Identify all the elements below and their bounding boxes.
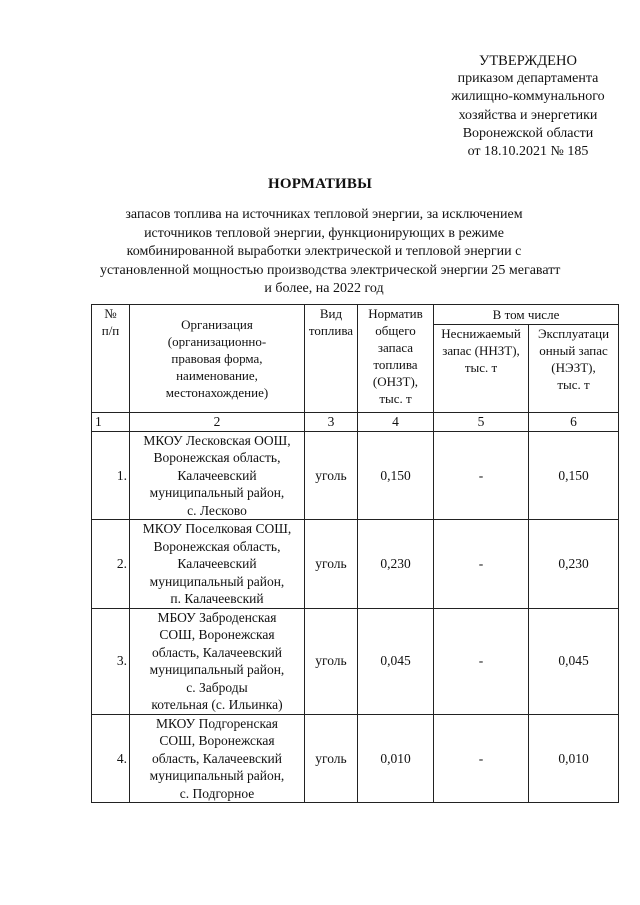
- approval-heading: УТВЕРЖДЕНО: [479, 53, 577, 69]
- column-number: 3: [305, 413, 358, 432]
- header-nezt: Эксплуатаци онный запас (НЭЗТ), тыс. т: [529, 325, 619, 413]
- subtitle-line: установленной мощностью производства электрической энергии 25 мегаватт: [100, 262, 561, 278]
- row-number: 2.: [92, 520, 130, 609]
- approval-line: жилищно-коммунального: [451, 89, 605, 105]
- row-nnzt: -: [434, 714, 529, 803]
- document-title: НОРМАТИВЫ: [267, 176, 373, 192]
- subtitle-line: комбинированной выработки электрической и тепловой энергии с: [126, 244, 522, 259]
- row-nnzt: -: [434, 431, 529, 520]
- header-nnzt: Неснижаемый запас (ННЗТ), тыс. т: [434, 325, 529, 413]
- subtitle-line: источников тепловой энергии, функционирующих в режиме: [144, 225, 504, 241]
- approval-stamp: [438, 52, 618, 161]
- row-norm-total: 0,150: [358, 431, 434, 520]
- row-fuel-type: уголь: [305, 431, 358, 520]
- row-nezt: 0,045: [529, 608, 619, 714]
- header-group: В том числе: [434, 305, 619, 325]
- table-row: [92, 608, 619, 714]
- column-numbers-row: [92, 413, 619, 432]
- norms-table: [91, 304, 619, 803]
- row-organization: МКОУ Поселковая СОШ, Воронежская область, Калачеевский муниципальный район, п. Калачеевский: [130, 520, 305, 609]
- row-fuel-type: уголь: [305, 608, 358, 714]
- column-number: 6: [529, 413, 619, 432]
- row-number: 1.: [92, 431, 130, 520]
- table-row: [92, 714, 619, 803]
- row-nezt: 0,150: [529, 431, 619, 520]
- row-organization: МКОУ Подгоренская СОШ, Воронежская область, Калачеевский муниципальный район, с. Подгорное: [130, 714, 305, 803]
- header-norm-total: Норматив общего запаса топлива (ОНЗТ), тыс. т: [358, 305, 434, 413]
- row-norm-total: 0,010: [358, 714, 434, 803]
- column-number: 4: [358, 413, 434, 432]
- table-row: [92, 431, 619, 520]
- approval-line: приказом департамента: [457, 71, 599, 87]
- row-nezt: 0,010: [529, 714, 619, 803]
- row-fuel-type: уголь: [305, 714, 358, 803]
- row-number: 4.: [92, 714, 130, 803]
- row-fuel-type: уголь: [305, 520, 358, 609]
- column-number: 5: [434, 413, 529, 432]
- approval-line: хозяйства и энергетики: [458, 107, 598, 123]
- column-number: 2: [130, 413, 305, 432]
- row-organization: МКОУ Лесковская ООШ, Воронежская область, Калачеевский муниципальный район, с. Лесково: [130, 431, 305, 520]
- subtitle-line: запасов топлива на источниках тепловой энергии, за исключением: [125, 207, 523, 222]
- column-number: 1: [92, 413, 130, 432]
- row-norm-total: 0,045: [358, 608, 434, 714]
- document-subtitle: [100, 206, 561, 299]
- row-nnzt: -: [434, 520, 529, 609]
- subtitle-line: и более, на 2022 год: [264, 281, 384, 296]
- row-nnzt: -: [434, 608, 529, 714]
- table-row: [92, 520, 619, 609]
- approval-line: Воронежской области: [462, 125, 594, 141]
- row-nezt: 0,230: [529, 520, 619, 609]
- approval-line: от 18.10.2021 № 185: [467, 144, 589, 160]
- row-organization: МБОУ Заброденская СОШ, Воронежская область, Калачеевский муниципальный район, с. Заброды котельная (с. Ильинка): [130, 608, 305, 714]
- row-norm-total: 0,230: [358, 520, 434, 609]
- header-num: № п/п: [92, 305, 130, 413]
- header-organization: Организация (организационно- правовая форма, наименование, местонахождение): [130, 305, 305, 413]
- row-number: 3.: [92, 608, 130, 714]
- header-fuel-type: Вид топлива: [305, 305, 358, 413]
